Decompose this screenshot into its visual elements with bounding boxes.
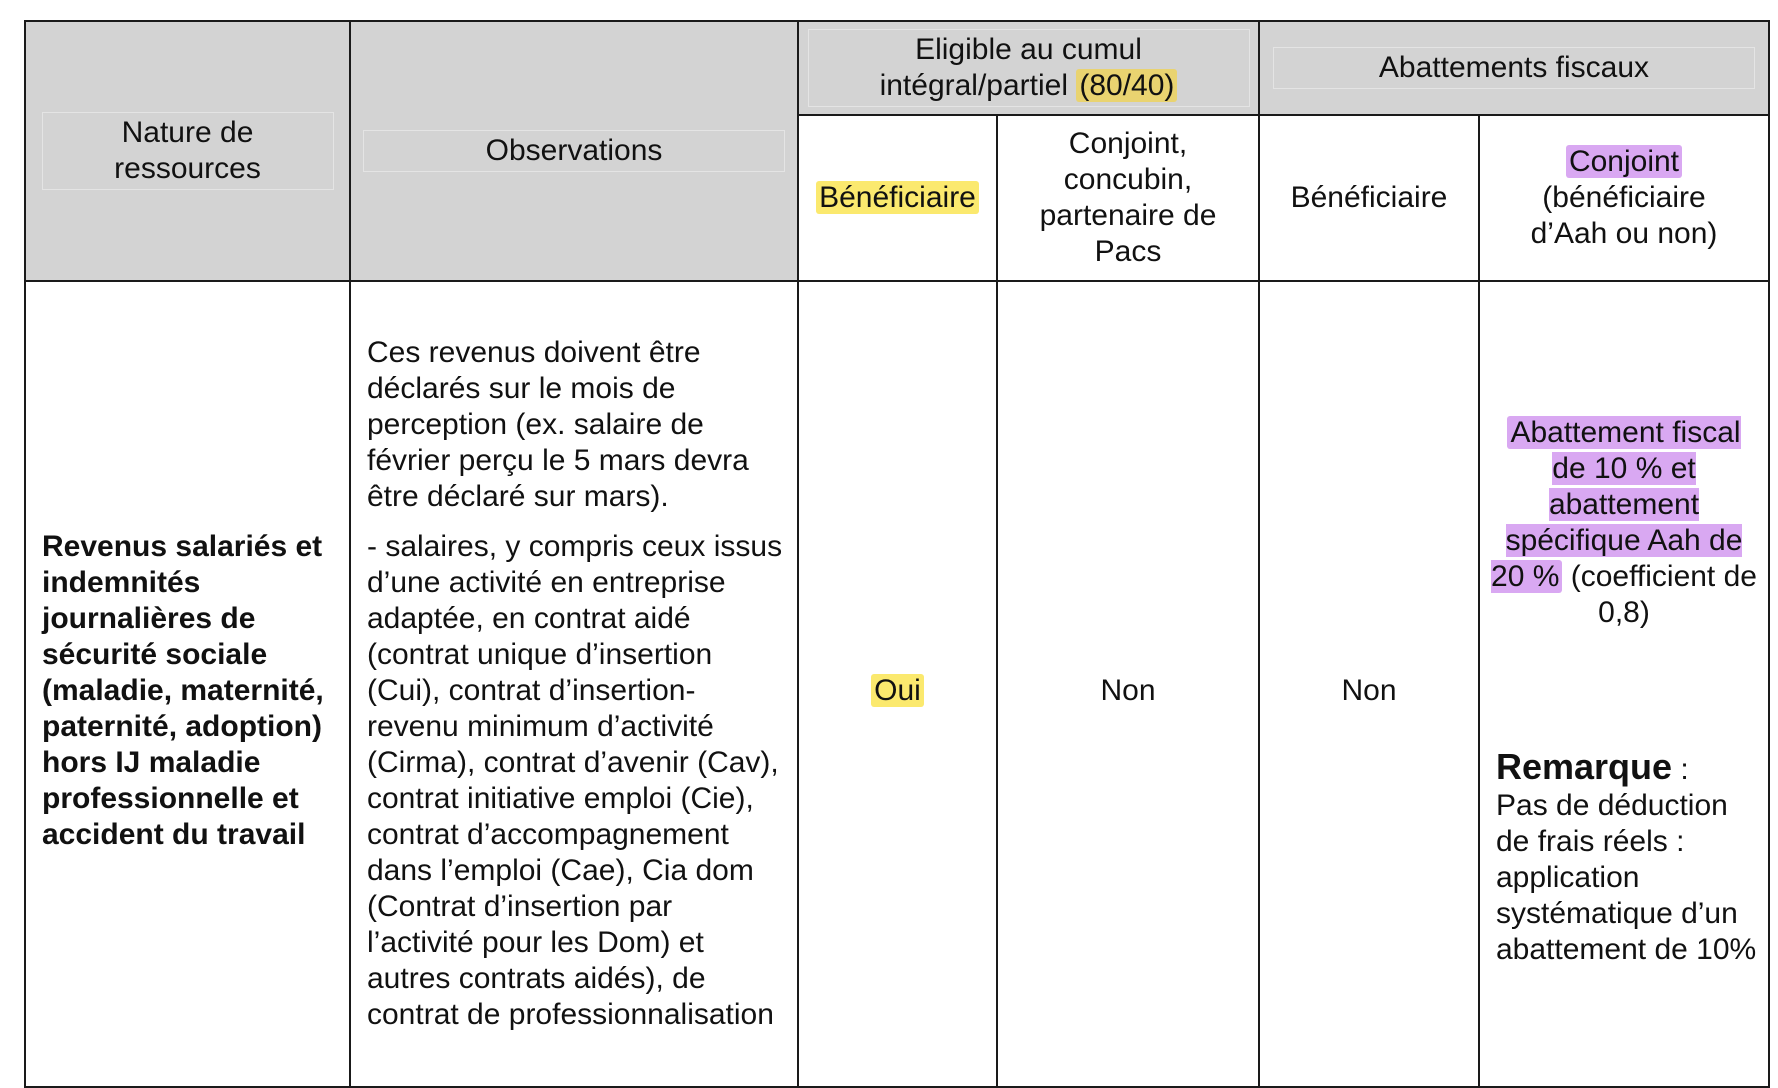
header-eligible-line1: Eligible au cumul — [915, 33, 1142, 66]
remark-text: Pas de déduction de frais réels : application systématique d’un abattement de 10% — [1496, 788, 1757, 966]
row-abattement-beneficiaire: Non — [1341, 674, 1397, 707]
row-eligible-conjoint-cell — [997, 281, 1259, 1087]
remark-block — [1490, 745, 1758, 968]
sub-conjoint-2-highlight: Conjoint — [1566, 145, 1682, 178]
header-abattements-cell — [1259, 21, 1769, 115]
sub-beneficiaire-2-cell — [1259, 115, 1479, 281]
row-observations-p1: Ces revenus doivent être déclarés sur le mois de perception (ex. salaire de février perçu le 5 mars devra être déclaré sur mars). — [367, 336, 749, 513]
sub-conjoint-2-cell — [1479, 115, 1769, 281]
row-abattement-conjoint-highlight: Abattement fiscal de 10 % et abattement spécifique Aah de 20 % — [1491, 415, 1743, 593]
header-nature: Nature de ressources — [42, 112, 334, 190]
remark-title: Remarque — [1496, 745, 1673, 787]
row-eligible-conjoint: Non — [1100, 674, 1156, 707]
header-eligible — [808, 29, 1250, 107]
header-eligible-cell — [798, 21, 1259, 115]
header-observations-cell — [350, 21, 798, 281]
header-observations: Observations — [363, 130, 785, 172]
header-eligible-highlight: (80/40) — [1076, 69, 1177, 102]
row-eligible-beneficiaire: Oui — [871, 674, 924, 707]
sub-conjoint-1-cell — [997, 115, 1259, 281]
header-eligible-line2: intégral/partiel — [879, 69, 1069, 102]
table-row — [25, 281, 1769, 1087]
sub-conjoint-1: Conjoint, concubin, partenaire de Pacs — [1039, 127, 1217, 268]
row-observations-p2: - salaires, y compris ceux issus d’une activité en entreprise adaptée, en contrat aidé (contrat unique d’insertion (Cui), contrat d’insertion-revenu minimum d’activité (Cirma), contrat d’avenir (Cav), contrat initiative emploi (Cie), contrat d’accompagnement dans l’emploi (Cae), Cia dom (Contrat d’insertion par l’activité pour les Dom) et autres contrats aidés), de contrat de professionnalisation — [367, 530, 783, 1031]
row-abattement-beneficiaire-cell — [1259, 281, 1479, 1087]
sub-conjoint-2-rest: (bénéficiaire d’Aah ou non) — [1530, 181, 1718, 250]
row-abattement-conjoint-cell — [1479, 281, 1769, 1087]
header-abattements: Abattements fiscaux — [1273, 47, 1755, 89]
header-nature-cell — [25, 21, 350, 281]
row-abattement-conjoint-rest: (coefficient de 0,8) — [1570, 559, 1757, 629]
remark-colon: : — [1672, 752, 1689, 786]
sub-beneficiaire-1: Bénéficiaire — [816, 181, 979, 214]
resources-table — [24, 20, 1770, 1088]
row-eligible-beneficiaire-cell — [798, 281, 997, 1087]
row-nature: Revenus salariés et indemnités journalières de sécurité sociale (maladie, maternité, paternité, adoption) hors IJ maladie professionnelle et accident du travail — [25, 281, 350, 1087]
row-abattement-conjoint — [1490, 415, 1758, 631]
sub-beneficiaire-1-cell — [798, 115, 997, 281]
sub-beneficiaire-2: Bénéficiaire — [1290, 181, 1448, 214]
header-row-top — [25, 21, 1769, 115]
row-observations — [350, 281, 798, 1087]
